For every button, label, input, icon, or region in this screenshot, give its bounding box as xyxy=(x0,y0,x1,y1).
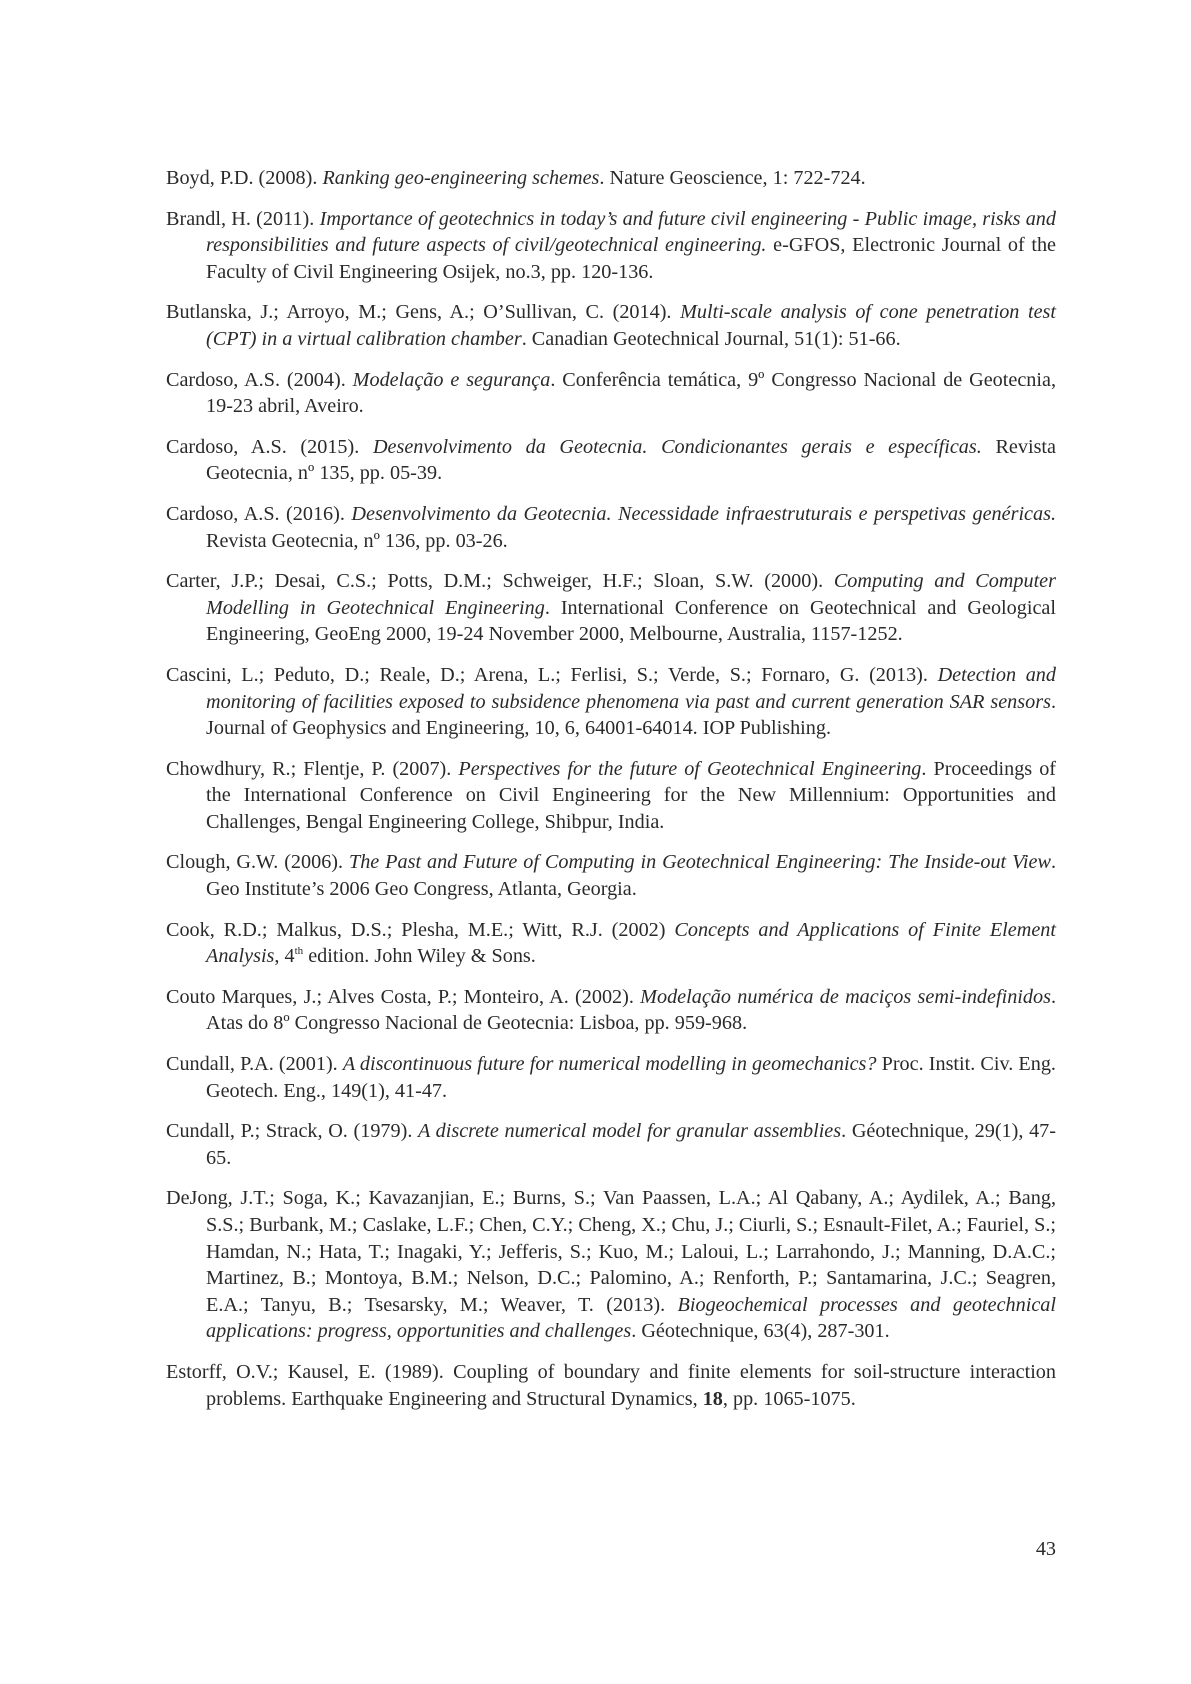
reference-text: Cundall, P.; Strack, O. (1979). xyxy=(166,1120,419,1143)
reference-entry xyxy=(166,434,1056,487)
reference-title: Multi-scale analysis of cone penetration test (CPT) in a virtual calibration chamber xyxy=(206,301,1056,350)
reference-text: . Géotechnique, 63(4), 287-301. xyxy=(631,1320,890,1343)
reference-text: Cook, R.D.; Malkus, D.S.; Plesha, M.E.; Witt, R.J. (2002) xyxy=(166,918,675,941)
reference-entry xyxy=(166,299,1056,352)
reference-text: Cardoso, A.S. (2015). xyxy=(166,435,373,458)
reference-text: Cardoso, A.S. (2004). xyxy=(166,368,353,391)
reference-entry xyxy=(166,849,1056,902)
reference-title: Ranking geo-engineering schemes xyxy=(322,167,600,189)
reference-entry xyxy=(166,165,1056,192)
reference-title: Concepts and Applications of Finite Element Analysis xyxy=(206,918,1056,968)
reference-title: Biogeochemical processes and geotechnical applications: progress, opportunities and challenges xyxy=(206,1293,1056,1343)
reference-entry xyxy=(166,501,1056,554)
reference-text: Couto Marques, J.; Alves Costa, P.; Monteiro, A. (2002). xyxy=(166,985,641,1008)
reference-title: Desenvolvimento da Geotecnia. Condicionantes gerais e específicas. xyxy=(372,435,982,458)
reference-entry xyxy=(166,367,1056,420)
reference-text: Chowdhury, R.; Flentje, P. (2007). xyxy=(166,757,459,780)
reference-text: Cascini, L.; Peduto, D.; Reale, D.; Arena, L.; Ferlisi, S.; Verde, S.; Fornaro, G. (2013). xyxy=(166,663,938,686)
reference-text: . Nature Geoscience, 1: 722-724. xyxy=(599,167,866,189)
reference-text: . Conferência temática, 9º Congresso Nacional de Geotecnia, 19-23 abril, Aveiro. xyxy=(206,368,1057,418)
reference-title: Modelação e segurança xyxy=(352,368,551,391)
reference-list xyxy=(166,165,1056,1426)
reference-title: The Past and Future of Computing in Geotechnical Engineering: The Inside-out View xyxy=(348,851,1051,874)
reference-text: , 4 xyxy=(274,945,295,968)
reference-entry xyxy=(166,1359,1056,1412)
reference-text: edition. John Wiley & Sons. xyxy=(303,945,536,968)
reference-text: Cundall, P.A. (2001). xyxy=(166,1053,343,1076)
reference-title: Desenvolvimento da Geotecnia. Necessidade infraestruturais e perspetivas genéricas. xyxy=(351,502,1057,525)
reference-entry xyxy=(166,984,1056,1037)
reference-entry xyxy=(166,756,1056,836)
reference-text: e-GFOS, Electronic Journal of the Faculty of Civil Engineering Osijek, no.3, pp. 120-136. xyxy=(206,234,1056,283)
reference-title: Detection and monitoring of facilities exposed to subsidence phenomena via past and current generation SAR sensors xyxy=(206,663,1056,713)
page-number: 43 xyxy=(1035,1538,1056,1560)
reference-entry xyxy=(166,917,1056,970)
reference-text: . Geo Institute’s 2006 Geo Congress, Atlanta, Georgia. xyxy=(206,851,1056,901)
reference-text: , pp. 1065-1075. xyxy=(722,1387,856,1410)
reference-text: Brandl, H. (2011). xyxy=(166,207,320,230)
reference-text: Butlanska, J.; Arroyo, M.; Gens, A.; O’Sullivan, C. (2014). xyxy=(166,301,681,324)
reference-text: Revista Geotecnia, nº 136, pp. 03-26. xyxy=(206,529,508,552)
reference-text: Cardoso, A.S. (2016). xyxy=(166,502,352,525)
reference-entry xyxy=(166,1118,1056,1171)
reference-text: . Atas do 8º Congresso Nacional de Geotecnia: Lisboa, pp. 959-968. xyxy=(206,985,1056,1035)
reference-entry xyxy=(166,662,1056,742)
reference-text: Carter, J.P.; Desai, C.S.; Potts, D.M.; Schweiger, H.F.; Sloan, S.W. (2000). xyxy=(166,570,834,593)
reference-title: Perspectives for the future of Geotechnical Engineering xyxy=(458,757,922,780)
reference-text: Proc. Instit. Civ. Eng. Geotech. Eng., 149(1), 41-47. xyxy=(206,1053,1056,1102)
reference-entry xyxy=(166,568,1056,648)
reference-text: Clough, G.W. (2006). xyxy=(166,851,349,874)
reference-title: Importance of geotechnics in today’s and future civil engineering - Public image, risks and responsibilities and future aspects of civil/geotechnical engineering. xyxy=(206,207,1056,257)
reference-entry xyxy=(166,206,1056,286)
superscript: th xyxy=(294,945,304,958)
reference-text: . Proceedings of the International Conference on Civil Engineering for the New Millennium: Opportunities and Challenges, Bengal Engineering College, Shibpur, India. xyxy=(206,757,1057,833)
reference-text: . Canadian Geotechnical Journal, 51(1): 51-66. xyxy=(521,327,901,350)
reference-text: Estorff, O.V.; Kausel, E. (1989). Coupling of boundary and finite elements for soil-structure interaction problems. Earthquake Engineering and Structural Dynamics, xyxy=(166,1360,1056,1410)
reference-text: . International Conference on Geotechnical and Geological Engineering, GeoEng 2000, 19-24 November 2000, Melbourne, Australia, 1157-1252. xyxy=(206,596,1056,646)
reference-entry xyxy=(166,1185,1056,1345)
reference-text: Boyd, P.D. (2008). xyxy=(166,167,323,189)
reference-title: A discrete numerical model for granular assemblies xyxy=(418,1120,842,1143)
reference-text: DeJong, J.T.; Soga, K.; Kavazanjian, E.; Burns, S.; Van Paassen, L.A.; Al Qabany, A.; Aydilek, A.; Bang, S.S.; Burbank, M.; Caslake, L.F.; Chen, C.Y.; Cheng, X.; Chu, J.; Ciurli, S.; Esnault-Filet, A.; Fauriel, S.; Hamdan, N.; Hata, T.; Inagaki, Y.; Jefferis, S.; Kuo, M.; Laloui, L.; Larrahondo, J.; Manning, D.A.C.; Martinez, B.; Montoya, B.M.; Nelson, D.C.; Palomino, A.; Renforth, P.; Santamarina, J.C.; Seagren, E.A.; Tanyu, B.; Tsesarsky, M.; Weaver, T. (2013). xyxy=(166,1187,1056,1316)
reference-text: . Journal of Geophysics and Engineering, 10, 6, 64001-64014. IOP Publishing. xyxy=(206,690,1056,740)
reference-text: . Géotechnique, 29(1), 47-65. xyxy=(206,1120,1056,1169)
reference-entry xyxy=(166,1051,1056,1104)
reference-volume: 18 xyxy=(702,1387,723,1410)
reference-title: Modelação numérica de maciços semi-indefinidos xyxy=(640,985,1051,1008)
reference-title: A discontinuous future for numerical modelling in geomechanics? xyxy=(342,1053,877,1076)
reference-title: Computing and Computer Modelling in Geotechnical Engineering xyxy=(206,570,1057,619)
reference-text: Revista Geotecnia, nº 135, pp. 05-39. xyxy=(206,435,1056,485)
